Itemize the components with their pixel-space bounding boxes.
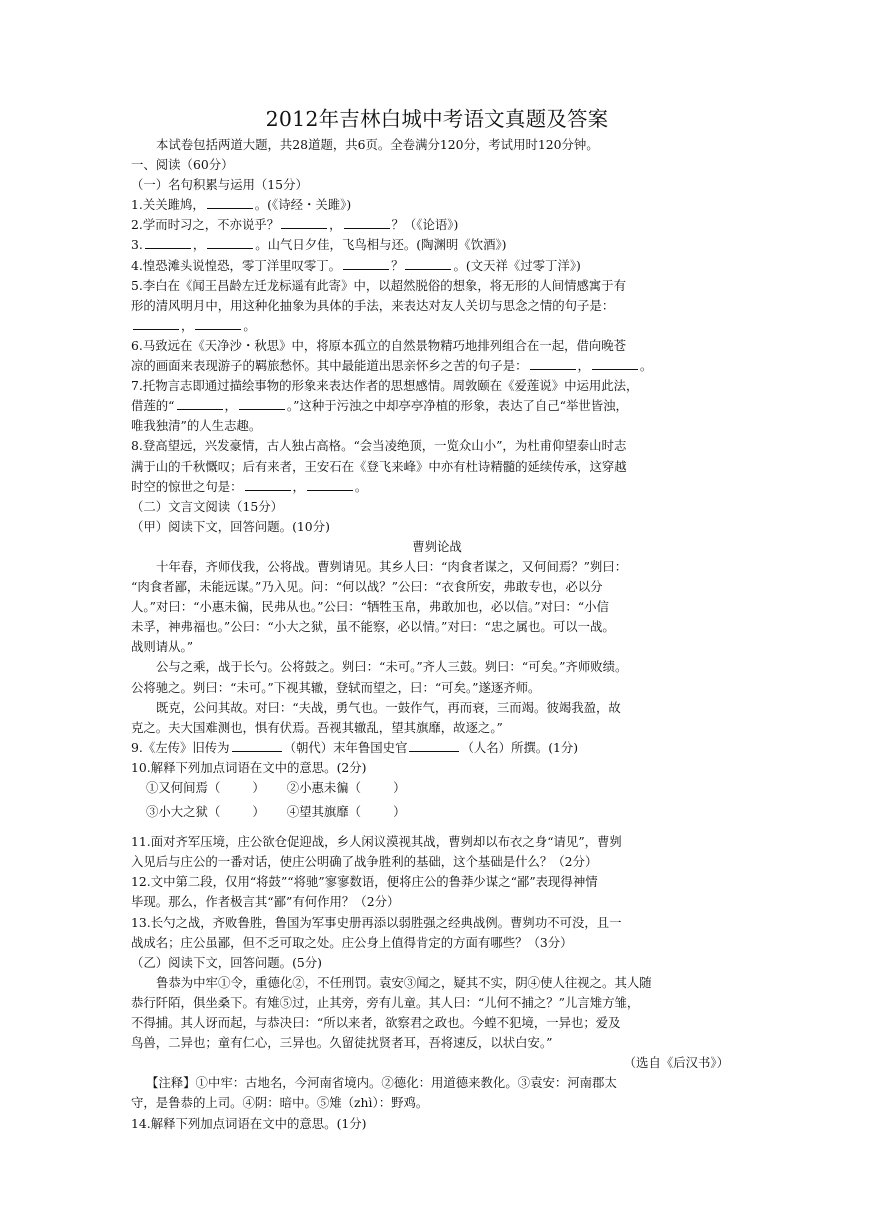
question-10-items: ③小大之狱（ ） ④望其旗靡（ ） xyxy=(146,804,406,820)
answer-blank[interactable] xyxy=(409,738,459,752)
passage-line: 既克，公问其故。对曰：“夫战，勇气也。一鼓作气，再而衰，三而竭。彼竭我盈，故 xyxy=(156,699,621,715)
page-title: 2012年吉林白城中考语文真题及答案 xyxy=(265,107,609,131)
question-9: 9.《左传》旧传为 （朝代）末年鲁国史官 （人名）所撰。(1分) xyxy=(131,739,579,755)
question-14: 14.解释下列加点词语在文中的意思。(1分) xyxy=(131,1115,367,1131)
passage-line: 十年春，齐师伐我，公将战。曹刿请见。其乡人曰：“肉食者谋之，又何间焉？”刿曰： xyxy=(156,558,628,574)
question-7-line: 7.托物言志即通过描绘事物的形象来表达作者的思想感情。周敦颐在《爱莲说》中运用此法， xyxy=(131,378,639,394)
question-12-line: 毕现。那么，作者极言其“鄙”有何作用？（2分） xyxy=(131,894,400,910)
answer-blank[interactable] xyxy=(245,477,291,491)
question-12-line: 12.文中第二段，仅用“将鼓”“将驰”寥寥数语，便将庄公的鲁莽少谋之“鄙”表现得神情 xyxy=(131,874,598,890)
passage-line: 公将驰之。刿曰：“未可。”下视其辙，登轼而望之，曰：“可矣。”遂逐齐师。 xyxy=(131,679,541,695)
passage-line: “肉食者鄙，未能远谋。”乃入见。问：“何以战？”公曰：“衣食所安，弗敢专也，必以分 xyxy=(131,579,603,595)
source-citation: （选自《后汉书》） xyxy=(623,1055,729,1071)
section-heading: 一、阅读（60分） xyxy=(131,157,234,173)
question-5-blanks: ， 。 xyxy=(131,316,743,336)
answer-blank[interactable] xyxy=(281,215,327,229)
subpart-heading: （甲）阅读下文，回答问题。(10分) xyxy=(131,518,330,534)
passage-line: 恭行阡陌，俱坐桑下。有雉⑤过，止其旁，旁有儿童。其人曰：“儿何不捕之？”儿言雉方雏， xyxy=(131,994,640,1010)
question-11-line: 11.面对齐军压境，庄公欲仓促迎战，乡人闲议漠视其战，曹刿却以布衣之身“请见”，曹刿 xyxy=(131,834,622,850)
answer-blank[interactable] xyxy=(145,235,191,249)
answer-blank[interactable] xyxy=(177,396,223,410)
part-heading: （一）名句积累与运用（15分） xyxy=(131,177,308,193)
passage-line: 鲁恭为中牢①令，重德化②，不任刑罚。袁安③闻之，疑其不实，阴④使人往视之。其人随 xyxy=(156,974,652,990)
question-10-items: ①又何间焉（ ） ②小惠未徧（ ） xyxy=(146,780,406,795)
passage-line: 不得捕。其人讶而起，与恭决曰：“所以来者，欲察君之政也。今蝗不犯境，一异也；爱及 xyxy=(131,1015,621,1031)
notes-line: 【注释】①中牢：古地名，今河南省境内。②德化：用道德来教化。③袁安：河南郡太 xyxy=(146,1075,617,1091)
question-6-line: 6.马致远在《天净沙・秋思》中，将原本孤立的自然景物精巧地排列组合在一起，借向晚苍 xyxy=(131,337,627,353)
subpart-heading: （乙）阅读下文，回答问题。(5分) xyxy=(131,954,323,970)
notes-line: 守，是鲁恭的上司。④阴：暗中。⑤雉（zhì）：野鸡。 xyxy=(131,1095,429,1111)
answer-blank[interactable] xyxy=(530,356,576,370)
question-3: 3. ， 。山气日夕佳，飞鸟相与还。(陶渊明《饮酒》) xyxy=(131,237,507,253)
question-6-line: 凉的画面来表现游子的羁旅愁怀。其中最能道出思亲怀乡之苦的句子是： ， 。 xyxy=(131,358,653,374)
question-10-stem: 10.解释下列加点词语在文中的意思。(2分) xyxy=(131,759,367,775)
answer-blank[interactable] xyxy=(405,256,451,270)
question-5-line: 5.李白在《闻王昌龄左迁龙标遥有此寄》中，以超然脱俗的想象，将无形的人间情感寓于有 xyxy=(131,277,627,293)
passage-title: 曹刿论战 xyxy=(412,538,462,554)
question-1: 1.关关雎鸠， 。(《诗经・关雎》) xyxy=(131,197,352,213)
answer-blank[interactable] xyxy=(232,738,282,752)
answer-blank[interactable] xyxy=(307,477,353,491)
question-8-line: 8.登高望远，兴发豪情，古人独占高格。“会当凌绝顶，一览众山小”，为杜甫仰望泰山时志 xyxy=(131,438,627,454)
passage-line: 鸟兽，二异也；童有仁心，三异也。久留徒扰贤者耳，吾将速反，以状白安。” xyxy=(131,1035,553,1051)
question-8-line: 满于山的千秋慨叹；后有来者，王安石在《登飞来峰》中亦有杜诗精髓的延续传承，这穿越 xyxy=(131,458,627,474)
question-11-line: 入见后与庄公的一番对话，使庄公明确了战争胜利的基础，这个基础是什么？（2分） xyxy=(131,854,598,870)
question-2: 2.学而时习之，不亦说乎？ ， ？（《论语》) xyxy=(131,217,459,233)
answer-blank[interactable] xyxy=(239,396,285,410)
passage-line: 战则请从。” xyxy=(131,639,194,655)
answer-blank[interactable] xyxy=(207,235,253,249)
answer-blank[interactable] xyxy=(344,215,390,229)
passage-line: 公与之乘，战于长勺。公将鼓之。刿曰：“未可。”齐人三鼓。刿曰：“可矣。”齐师败绩。 xyxy=(156,659,628,675)
answer-blank[interactable] xyxy=(207,195,253,209)
passage-line: 克之。夫大国难测也，惧有伏焉。吾视其辙乱，望其旗靡，故逐之。” xyxy=(131,719,503,735)
exam-page xyxy=(131,104,743,1134)
intro-text: 本试卷包括两道大题，共28道题，共6页。全卷满分120分，考试用时120分钟。 xyxy=(156,137,599,152)
question-4: 4.惶恐滩头说惶恐，零丁洋里叹零丁。 ？ 。(文天祥《过零丁洋》) xyxy=(131,257,581,273)
question-7-line: 借莲的“ ， 。”这种于污浊之中却亭亭净植的形象，表达了自己“举世皆浊， xyxy=(131,398,628,414)
answer-blank[interactable] xyxy=(592,356,638,370)
part-heading: （二）文言文阅读（15分） xyxy=(131,498,284,514)
question-8-line: 时空的惊世之句是： ， 。 xyxy=(131,478,368,494)
passage-line: 人。”对曰：“小惠未徧，民弗从也。”公曰：“牺牲玉帛，弗敢加也，必以信。”对曰：“小信 xyxy=(131,599,609,615)
answer-blank[interactable] xyxy=(195,316,241,330)
question-5-line: 形的清风明月中，用这种化抽象为具体的手法，来表达对友人关切与思念之情的句子是： xyxy=(131,297,615,313)
answer-blank[interactable] xyxy=(133,316,179,330)
passage-line: 未孚，神弗福也。”公曰：“小大之狱，虽不能察，必以情。”对曰：“忠之属也。可以一战。 xyxy=(131,619,615,635)
question-13-line: 13.长勺之战，齐败鲁胜，鲁国为军事史册再添以弱胜强之经典战例。曹刿功不可没，且一 xyxy=(131,914,622,930)
question-13-line: 战成名；庄公虽鄙，但不乏可取之处。庄公身上值得肯定的方面有哪些？（3分） xyxy=(131,934,573,950)
answer-blank[interactable] xyxy=(343,256,389,270)
question-7-line: 唯我独清”的人生志趣。 xyxy=(131,418,262,434)
